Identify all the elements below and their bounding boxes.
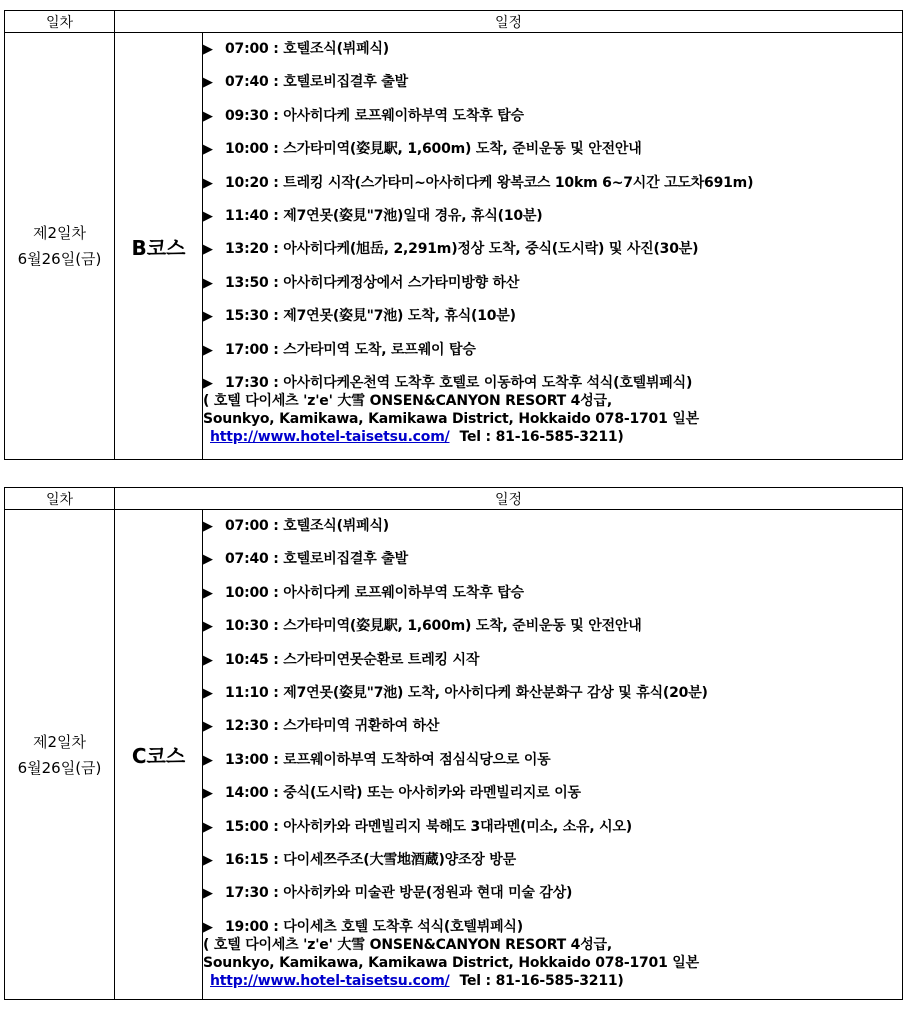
itinerary-item xyxy=(203,677,902,710)
itinerary-text: 10:30 : 스가타미역(姿見駅, 1,600m) 도착, 준비운동 및 안전안내 xyxy=(225,618,642,635)
itinerary-text: 07:40 : 호텔로비집결후 출발 xyxy=(225,551,408,568)
hotel-name-line: ( 호텔 다이세츠 'z'e' 大雪 ONSEN&CANYON RESORT 4성급, xyxy=(203,937,612,954)
itinerary-item xyxy=(203,133,902,166)
itinerary-item xyxy=(203,844,902,877)
itinerary-item xyxy=(203,66,902,99)
bullet-arrow-icon: ▶ xyxy=(203,175,213,191)
itinerary-text: 10:00 : 스가타미역(姿見駅, 1,600m) 도착, 준비운동 및 안전안내 xyxy=(225,141,642,158)
bullet-arrow-icon: ▶ xyxy=(203,652,213,668)
schedule-header: 일정 xyxy=(115,11,903,33)
bullet-arrow-icon: ▶ xyxy=(203,275,213,291)
hotel-phone: Tel : 81-16-585-3211) xyxy=(459,973,624,990)
itinerary-text: 13:50 : 아사히다케정상에서 스가타미방향 하산 xyxy=(225,274,520,291)
itinerary-text: 07:00 : 호텔조식(뷔페식) xyxy=(225,41,389,57)
bullet-arrow-icon: ▶ xyxy=(203,519,213,534)
bullet-arrow-icon: ▶ xyxy=(203,375,213,391)
hotel-info xyxy=(203,936,902,990)
itinerary-text: 07:40 : 호텔로비집결후 출발 xyxy=(225,74,408,91)
schedule-header: 일정 xyxy=(115,488,903,510)
course-name: C코스 xyxy=(115,510,203,1000)
itinerary-item xyxy=(203,577,902,610)
itinerary-text: 13:00 : 로프웨이하부역 도착하여 점심식당으로 이동 xyxy=(225,751,551,768)
itinerary-item xyxy=(203,300,902,333)
bullet-arrow-icon: ▶ xyxy=(203,719,213,735)
bullet-arrow-icon: ▶ xyxy=(203,685,213,701)
bullet-arrow-icon: ▶ xyxy=(203,786,213,802)
bullet-arrow-icon: ▶ xyxy=(203,919,213,935)
itinerary-text: 17:30 : 아사히다케온천역 도착후 호텔로 이동하여 도착후 석식(호텔뷔페식) xyxy=(225,374,693,391)
bullet-arrow-icon: ▶ xyxy=(203,208,213,224)
day-date: 6월26일(금) xyxy=(17,758,102,777)
itinerary-item xyxy=(203,543,902,576)
bullet-arrow-icon: ▶ xyxy=(203,242,213,258)
day-header: 일차 xyxy=(5,11,115,33)
hotel-phone: Tel : 81-16-585-3211) xyxy=(459,429,624,446)
hotel-name-line: ( 호텔 다이세츠 'z'e' 大雪 ONSEN&CANYON RESORT 4성급, xyxy=(203,393,612,410)
bullet-arrow-icon: ▶ xyxy=(203,75,213,91)
itinerary-item xyxy=(203,777,902,810)
itinerary-list xyxy=(203,510,902,944)
itinerary-text: 17:30 : 아사히카와 미술관 방문(정원과 현대 미술 감상) xyxy=(225,885,573,902)
itinerary-item xyxy=(203,100,902,133)
hotel-website-link[interactable]: http://www.hotel-taisetsu.com/ xyxy=(210,429,450,446)
itinerary-item xyxy=(203,233,902,266)
itinerary-item xyxy=(203,610,902,643)
itinerary-item xyxy=(203,510,902,543)
hotel-address-line: Sounkyo, Kamikawa, Kamikawa District, Hokkaido 078-1701 일본 xyxy=(203,411,699,428)
itinerary-text: 11:10 : 제7연못(姿見"7池) 도착, 아사히다케 화산분화구 감상 및 휴식(20분) xyxy=(225,684,708,701)
header-row xyxy=(5,11,903,33)
itinerary-text: 15:00 : 아사히카와 라멘빌리지 북해도 3대라멘(미소, 소유, 시오) xyxy=(225,818,632,835)
course-name: B코스 xyxy=(115,33,203,460)
itinerary-item xyxy=(203,334,902,367)
itinerary-text: 15:30 : 제7연못(姿見"7池) 도착, 휴식(10분) xyxy=(225,308,516,325)
itinerary-list xyxy=(203,33,902,400)
day-number: 제2일차 xyxy=(32,224,86,242)
itinerary-item xyxy=(203,267,902,300)
itinerary-item xyxy=(203,811,902,844)
hotel-website-link[interactable]: http://www.hotel-taisetsu.com/ xyxy=(210,973,450,990)
schedule-table-c xyxy=(4,487,903,1000)
day-cell xyxy=(5,510,115,1000)
itinerary-text: 12:30 : 스가타미역 귀환하여 하산 xyxy=(225,718,440,735)
itinerary-item xyxy=(203,744,902,777)
hotel-contact-line xyxy=(203,428,902,446)
bullet-arrow-icon: ▶ xyxy=(203,886,213,902)
hotel-address-line: Sounkyo, Kamikawa, Kamikawa District, Hokkaido 078-1701 일본 xyxy=(203,955,699,972)
bullet-arrow-icon: ▶ xyxy=(203,108,213,124)
itinerary-text: 10:00 : 아사히다케 로프웨이하부역 도착후 탑승 xyxy=(225,584,524,601)
bullet-arrow-icon: ▶ xyxy=(203,42,213,57)
day-cell xyxy=(5,33,115,460)
itinerary-text: 09:30 : 아사히다케 로프웨이하부역 도착후 탑승 xyxy=(225,107,524,124)
hotel-info xyxy=(203,392,902,446)
itinerary-item xyxy=(203,877,902,910)
itinerary-text: 19:00 : 다이세츠 호텔 도착후 석식(호텔뷔페식) xyxy=(225,918,523,935)
itinerary-cell xyxy=(203,510,903,1000)
itinerary-text: 17:00 : 스가타미역 도착, 로프웨이 탑승 xyxy=(225,341,476,358)
itinerary-item xyxy=(203,644,902,677)
bullet-arrow-icon: ▶ xyxy=(203,142,213,158)
bullet-arrow-icon: ▶ xyxy=(203,585,213,601)
bullet-arrow-icon: ▶ xyxy=(203,819,213,835)
itinerary-text: 11:40 : 제7연못(姿見"7池)일대 경유, 휴식(10분) xyxy=(225,207,543,224)
hotel-contact-line xyxy=(203,972,902,990)
day-number: 제2일차 xyxy=(32,732,86,751)
itinerary-text: 16:15 : 다이세쯔주조(大雪地酒蔵)양조장 방문 xyxy=(225,851,516,868)
itinerary-text: 14:00 : 중식(도시락) 또는 아사히카와 라멘빌리지로 이동 xyxy=(225,785,581,802)
itinerary-cell xyxy=(203,33,903,460)
day-date: 6월26일(금) xyxy=(17,250,102,268)
itinerary-text: 10:20 : 트레킹 시작(스가타미~아사히다케 왕복코스 10km 6~7시간 고도차691m) xyxy=(225,174,754,191)
itinerary-text: 10:45 : 스가타미연못순환로 트레킹 시작 xyxy=(225,651,480,668)
bullet-arrow-icon: ▶ xyxy=(203,752,213,768)
bullet-arrow-icon: ▶ xyxy=(203,552,213,568)
schedule-row xyxy=(5,33,903,460)
itinerary-item xyxy=(203,167,902,200)
itinerary-item xyxy=(203,200,902,233)
itinerary-text: 13:20 : 아사히다케(旭岳, 2,291m)정상 도착, 중식(도시락) 및 사진(30분) xyxy=(225,241,699,258)
schedule-row xyxy=(5,510,903,1000)
bullet-arrow-icon: ▶ xyxy=(203,619,213,635)
day-header: 일차 xyxy=(5,488,115,510)
itinerary-item xyxy=(203,710,902,743)
bullet-arrow-icon: ▶ xyxy=(203,342,213,358)
header-row xyxy=(5,488,903,510)
itinerary-item xyxy=(203,33,902,66)
itinerary-text: 07:00 : 호텔조식(뷔페식) xyxy=(225,518,389,534)
schedule-table-b xyxy=(4,10,903,460)
bullet-arrow-icon: ▶ xyxy=(203,309,213,325)
bullet-arrow-icon: ▶ xyxy=(203,852,213,868)
